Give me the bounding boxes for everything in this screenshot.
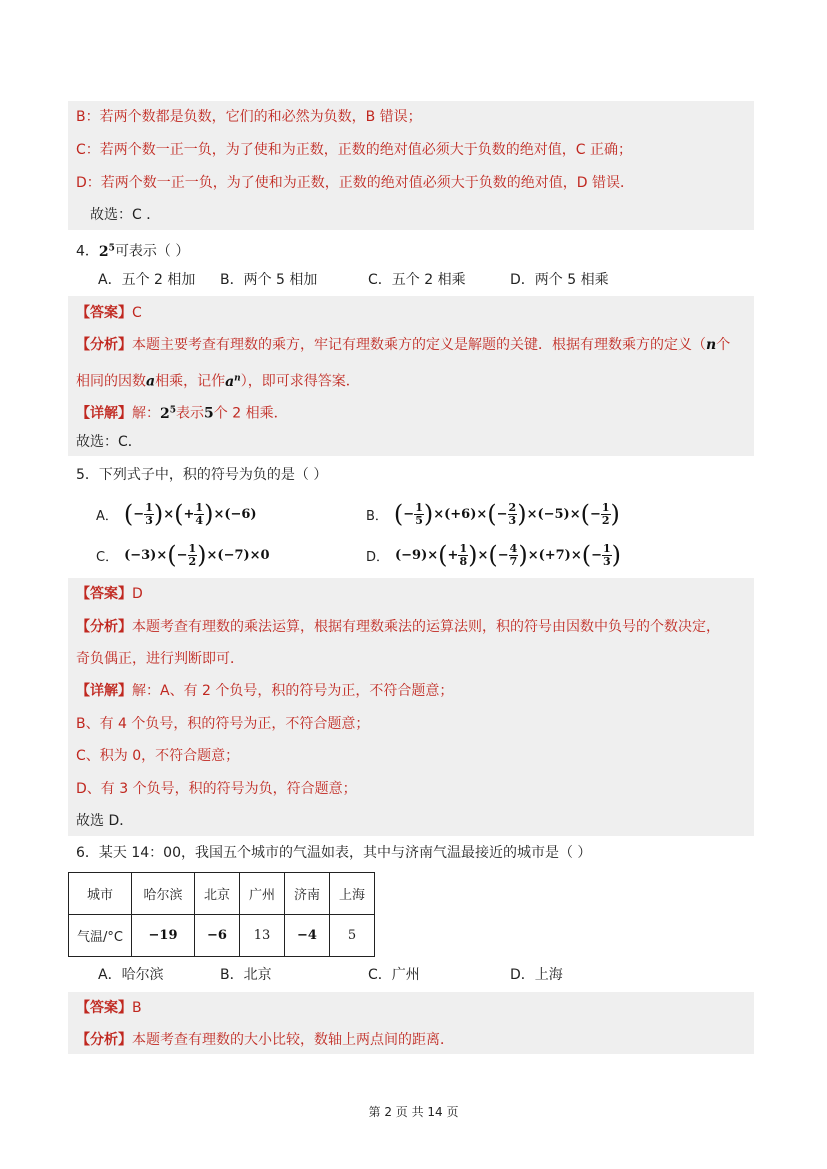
q5-analysis-line1: 【分析】本题考查有理数的乘法运算，根据有理数乘法的运算法则，积的符号由因数中负号的个数决定，: [76, 619, 720, 635]
table-row: [69, 873, 375, 915]
q3-choice: 故选：C ．: [90, 207, 161, 223]
q4-stem: 4．$2^5$可表示（ ）: [76, 243, 190, 260]
q5-choice: 故选 D．: [76, 813, 134, 829]
table-cell: 广州: [240, 873, 285, 915]
temperature-table: [68, 872, 375, 957]
q6-analysis: 【分析】本题考查有理数的大小比较，数轴上两点间的距离．: [76, 1032, 454, 1048]
table-cell: 济南: [285, 873, 330, 915]
table-cell: 北京: [195, 873, 240, 915]
q5-option-c: C． (−3)× ( − $\frac{1}{2}$ ) ×(−7)×0: [96, 541, 270, 569]
q5-detail-line2: B、有 4 个负号，积的符号为正，不符合题意；: [76, 716, 370, 732]
q6-answer: 【答案】B: [76, 1000, 142, 1016]
q5-option-d: D． (−9)× ( + $\frac{1}{8}$ ) × ( − $\frac{4}{7}$ ) ×(+7)× ( − $\frac{1}{3}$ ): [366, 541, 622, 569]
table-cell: 哈尔滨: [132, 873, 195, 915]
q4-choice: 故选：C．: [76, 434, 142, 450]
q5-stem: 5．下列式子中，积的符号为负的是（ ）: [76, 467, 328, 483]
q6-stem: 6．某天 14：00，我国五个城市的气温如表，其中与济南气温最接近的城市是（ ）: [76, 845, 592, 861]
q6-option-c: C．广州: [368, 967, 420, 983]
q4-option-d: D．两个 5 相乘: [510, 272, 609, 288]
q6-option-d: D．上海: [510, 967, 563, 983]
q5-analysis-line2: 奇负偶正，进行判断即可．: [76, 651, 244, 667]
table-cell: −4: [285, 915, 330, 957]
q4-answer: 【答案】C: [76, 305, 142, 321]
q4-power: $2^5$: [98, 243, 115, 260]
page-footer: 第 2 页 共 14 页: [368, 1105, 459, 1119]
table-cell: 5: [330, 915, 375, 957]
q4-detail: 【详解】解：$2^5$表示5个 2 相乘．: [76, 405, 288, 422]
q3-line-d: D：若两个数一正一负，为了使和为正数，正数的绝对值必须大于负数的绝对值，D 错误．: [76, 175, 635, 191]
table-cell: 气温/°C: [69, 915, 132, 957]
q4-analysis-line2: 相同的因数a相乘，记作$a^n$），即可求得答案．: [76, 373, 360, 390]
table-cell: −19: [132, 915, 195, 957]
q5-answer: 【答案】D: [76, 586, 143, 602]
table-cell: 城市: [69, 873, 132, 915]
q3-line-b: B：若两个数都是负数，它们的和必然为负数，B 错误；: [76, 109, 422, 125]
q5-detail-line4: D、有 3 个负号，积的符号为负，符合题意；: [76, 781, 357, 797]
table-row: [69, 915, 375, 957]
q6-option-b: B．北京: [220, 967, 272, 983]
q5-option-b: B． ( − $\frac{1}{5}$ ) ×(+6)× ( − $\frac{2}{3}$ ) ×(−5)× ( − $\frac{1}{2}$ ): [366, 500, 620, 528]
q5-detail-line1: 【详解】解：A、有 2 个负号，积的符号为正，不符合题意；: [76, 683, 454, 699]
q4-option-b: B．两个 5 相加: [220, 272, 318, 288]
table-cell: −6: [195, 915, 240, 957]
q6-option-a: A．哈尔滨: [98, 967, 164, 983]
table-cell: 13: [240, 915, 285, 957]
q4-analysis-line1: 【分析】本题主要考查有理数的乘方，牢记有理数乘方的定义是解题的关键．根据有理数乘方的定义（n个: [76, 337, 731, 353]
q5-detail-line3: C、积为 0，不符合题意；: [76, 748, 240, 764]
q3-line-c: C：若两个数一正一负，为了使和为正数，正数的绝对值必须大于负数的绝对值，C 正确；: [76, 142, 632, 158]
q5-option-a: A． ( − $\frac{1}{3}$ ) × ( + $\frac{1}{4}$ ) ×(−6): [96, 500, 257, 528]
q4-option-c: C．五个 2 相乘: [368, 272, 466, 288]
q4-option-a: A．五个 2 相加: [98, 272, 196, 288]
table-cell: 上海: [330, 873, 375, 915]
